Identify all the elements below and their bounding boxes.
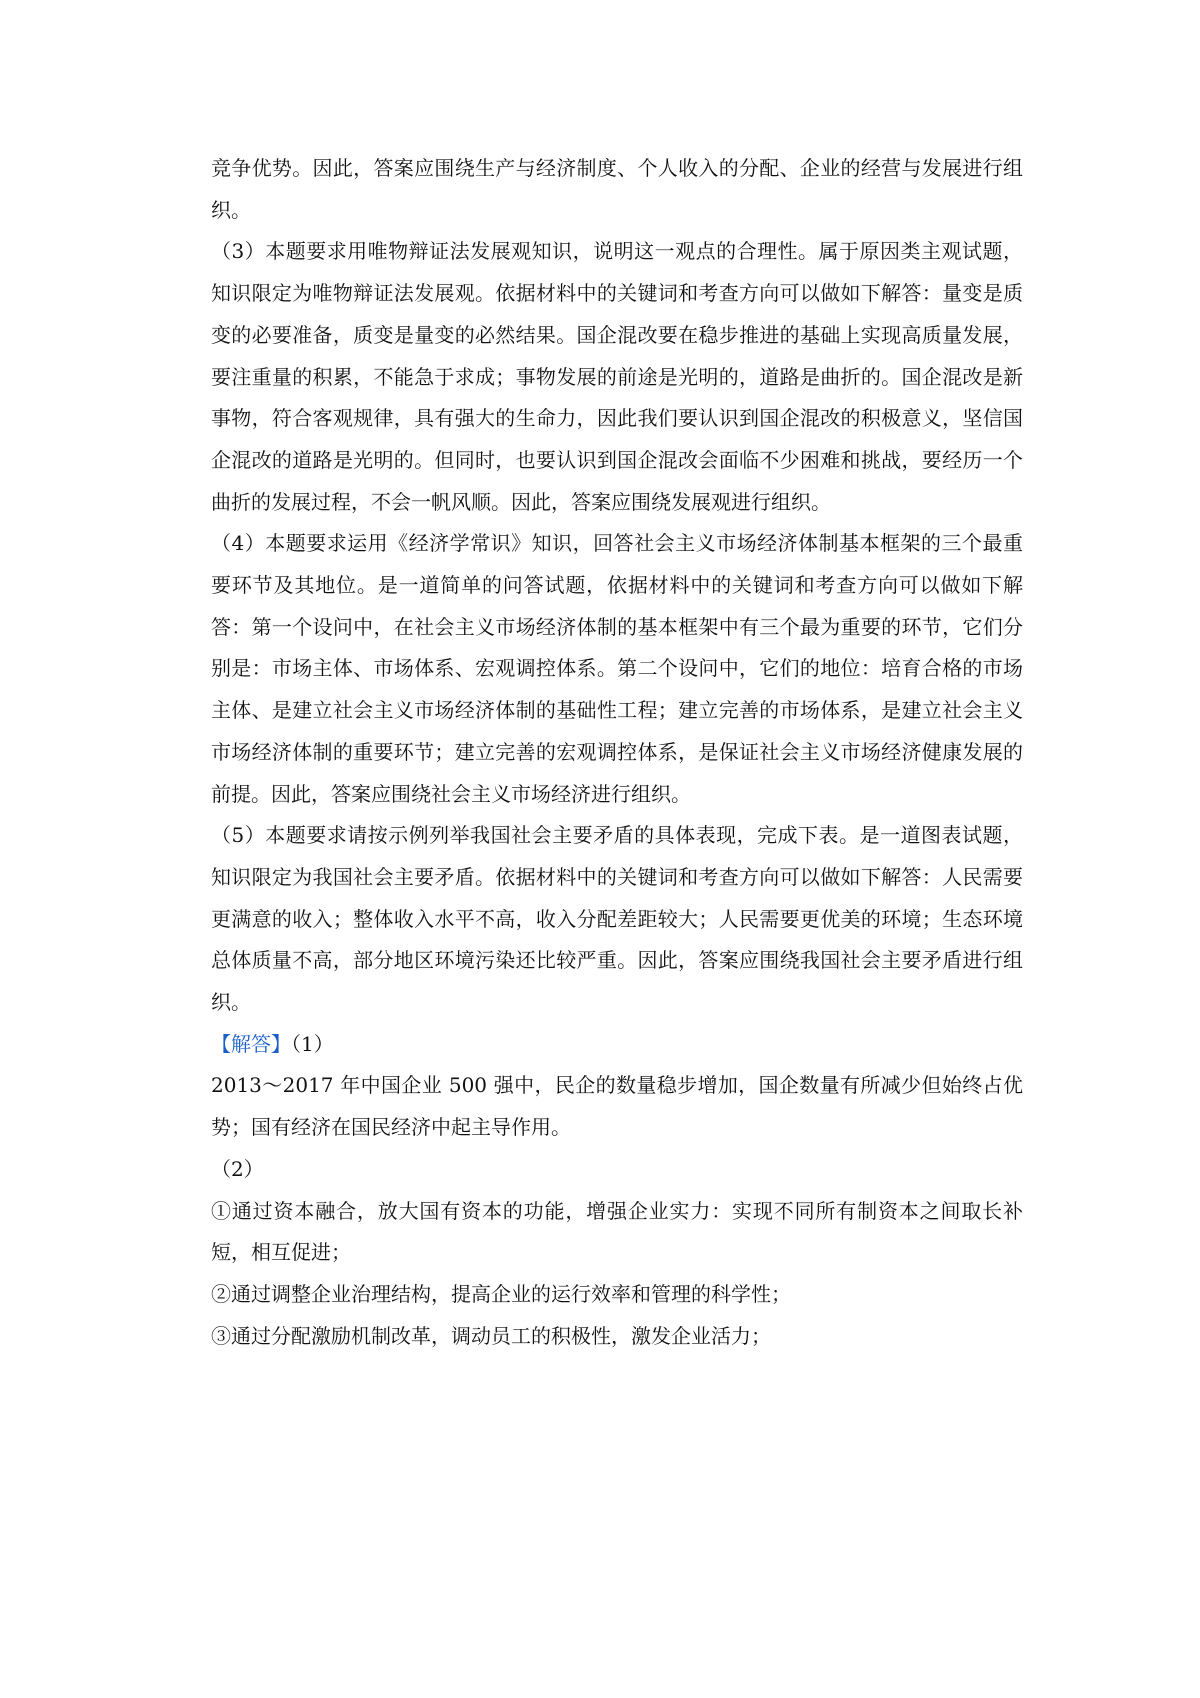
paragraph-analysis-3: （3）本题要求用唯物辩证法发展观知识，说明这一观点的合理性。属于原因类主观试题，知识限定为唯物辩证法发展观。依据材料中的关键词和考查方向可以做如下解答：量变是质变的必要准备，质变是量变的必然结果。国企混改要在稳步推进的基础上实现高质量发展，要注重量的积累，不能急于求成；事物发展的前途是光明的，道路是曲折的。国企混改是新事物，符合客观规律，具有强大的生命力，因此我们要认识到国企混改的积极意义，坚信国企混改的道路是光明的。但同时，也要认识到国企混改会面临不少困难和挑战，要经历一个曲折的发展过程，不会一帆风顺。因此，答案应围绕发展观进行组织。 bbox=[211, 239, 1023, 514]
paragraph-analysis-5: （5）本题要求请按示例列举我国社会主要矛盾的具体表现，完成下表。是一道图表试题，知识限定为我国社会主要矛盾。依据材料中的关键词和考查方向可以做如下解答：人民需要更满意的收入；整体收入水平不高，收入分配差距较大；人民需要更优美的环境；生态环境总体质量不高，部分地区环境污染还比较严重。因此，答案应围绕我国社会主要矛盾进行组织。 bbox=[211, 823, 1023, 1015]
answer-part1-text: 2013～2017 年中国企业 500 强中，民企的数量稳步增加，国企数量有所减少但始终占优势；国有经济在国民经济中起主导作用。 bbox=[211, 1073, 1023, 1140]
answer-part1-marker: （1） bbox=[291, 1031, 334, 1056]
paragraph-analysis-4: （4）本题要求运用《经济学常识》知识，回答社会主义市场经济体制基本框架的三个最重要环节及其地位。是一道简单的问答试题，依据材料中的关键词和考查方向可以做如下解答：第一个设问中，在社会主义市场经济体制的基本框架中有三个最为重要的环节，它们分别是：市场主体、市场体系、宏观调控体系。第二个设问中，它们的地位：培育合格的市场主体、是建立社会主义市场经济体制的基础性工程；建立完善的市场体系，是建立社会主义市场经济体制的重要环节；建立完善的宏观调控体系，是保证社会主义市场经济健康发展的前提。因此，答案应围绕社会主义市场经济进行组织。 bbox=[211, 531, 1023, 806]
answer-part2-marker: （2） bbox=[211, 1156, 264, 1181]
answer-item-2: ②通过调整企业治理结构，提高企业的运行效率和管理的科学性； bbox=[211, 1281, 791, 1306]
answer-heading bbox=[211, 1024, 1023, 1066]
answer-item-3: ③通过分配激励机制改革，调动员工的积极性，激发企业活力； bbox=[211, 1323, 771, 1348]
document-body bbox=[211, 148, 1023, 1357]
answer-item-1: ①通过资本融合，放大国有资本的功能，增强企业实力：实现不同所有制资本之间取长补短，相互促进； bbox=[211, 1198, 1023, 1265]
paragraph-continuation: 竞争优势。因此，答案应围绕生产与经济制度、个人收入的分配、企业的经营与发展进行组织。 bbox=[211, 156, 1023, 222]
answer-label: 【解答】 bbox=[211, 1031, 291, 1056]
